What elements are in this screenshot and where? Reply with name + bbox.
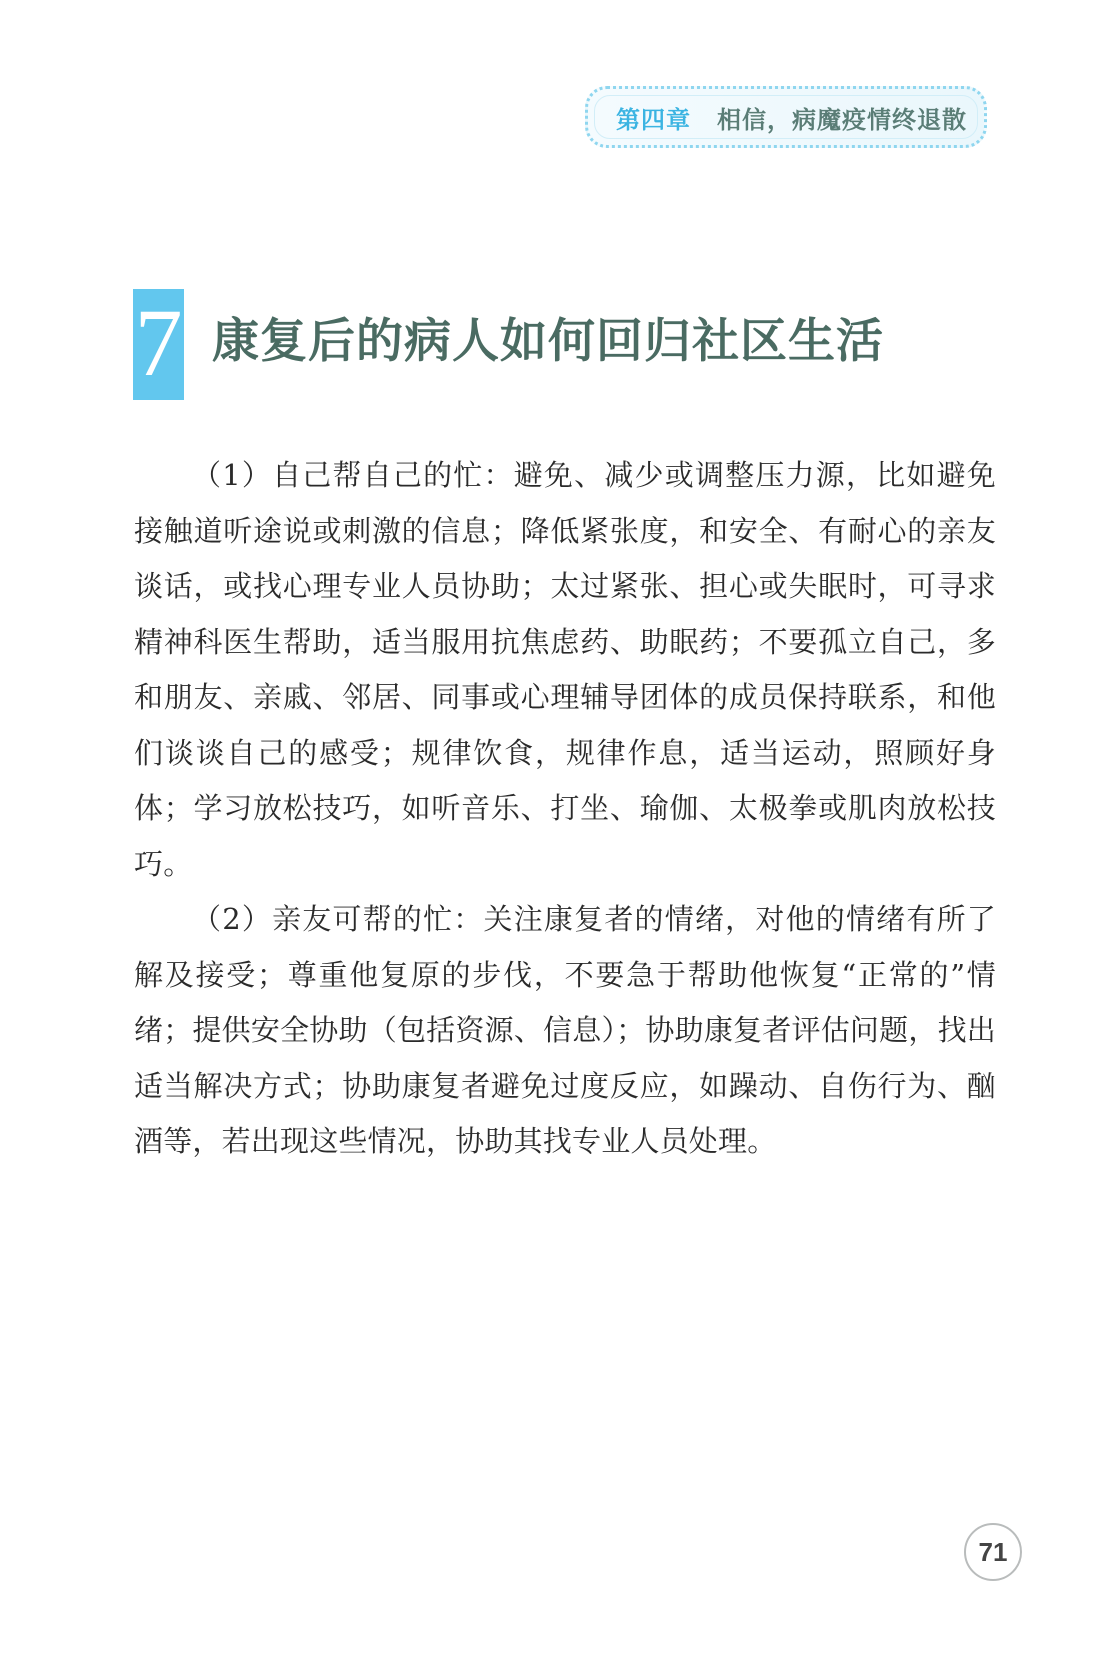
section-number-badge	[133, 289, 184, 400]
chapter-label: 第四章	[616, 105, 691, 134]
paragraph-family-help: （2）亲友可帮的忙：关注康复者的情绪，对他的情绪有所了解及接受；尊重他复原的步伐，不要急于帮助他恢复“正常的”情绪；提供安全协助（包括资源、信息）；协助康复者评估问题，找出适当解决方式；协助康复者避免过度反应，如躁动、自伤行为、酗酒等，若出现这些情况，协助其找专业人员处理。	[134, 902, 996, 1158]
chapter-title: 相信，病魔疫情终退散	[717, 105, 967, 134]
section-number: 7	[134, 288, 183, 396]
paragraph-self-help: （1）自己帮自己的忙：避免、减少或调整压力源，比如避免接触道听途说或刺激的信息；降低紧张度，和安全、有耐心的亲友谈话，或找心理专业人员协助；太过紧张、担心或失眠时，可寻求精神科医生帮助，适当服用抗焦虑药、助眠药；不要孤立自己，多和朋友、亲戚、邻居、同事或心理辅导团体的成员保持联系，和他们谈谈自己的感受；规律饮食，规律作息，适当运动，照顾好身体；学习放松技巧，如听音乐、打坐、瑜伽、太极拳或肌肉放松技巧。	[134, 458, 996, 881]
section-title: 康复后的病人如何回归社区生活	[212, 314, 884, 369]
chapter-header	[585, 86, 987, 148]
body-text	[134, 448, 996, 1170]
page-number: 71	[964, 1523, 1022, 1581]
